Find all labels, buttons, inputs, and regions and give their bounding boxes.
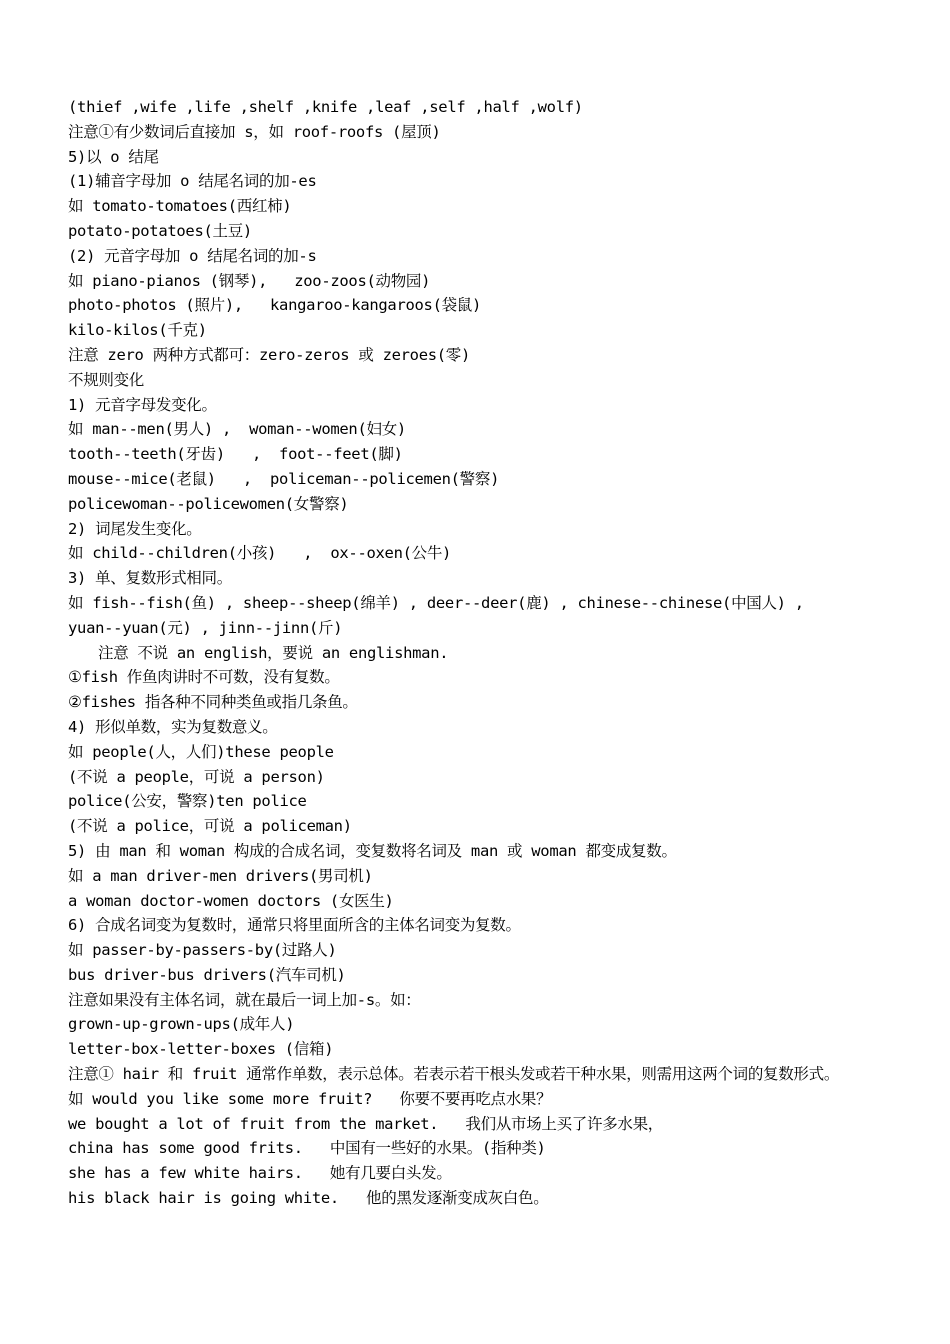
text-line: 注意①有少数词后直接加 s，如 roof-roofs (屋顶) [68, 122, 441, 141]
text-line: 如 passer-by-passers-by(过路人) [68, 941, 337, 960]
section-heading: 5)以 o 结尾 [68, 147, 159, 166]
text-line: yuan--yuan(元) , jinn--jinn(斤) [68, 618, 343, 637]
text-line: 5) 由 man 和 woman 构成的合成名词，变复数将名词及 man 或 woman 都变成复数。 [68, 841, 677, 860]
text-line: photo-photos (照片), kangaroo-kangaroos(袋鼠) [68, 296, 482, 315]
text-line: mouse--mice(老鼠) , policeman--policemen(警察) [68, 469, 500, 488]
text-line: ②fishes 指各种不同种类鱼或指几条鱼。 [68, 693, 358, 712]
text-line: (不说 a police，可说 a policeman) [68, 817, 352, 836]
text-line: his black hair is going white. 他的黑发逐渐变成灰白色。 [68, 1189, 549, 1208]
text-line: (2) 元音字母加 o 结尾名词的加-s [68, 246, 317, 265]
text-line: china has some good frits. 中国有一些好的水果。(指种类) [68, 1139, 546, 1158]
text-line: 1) 元音字母发变化。 [68, 395, 217, 414]
section-heading: 不规则变化 [68, 370, 145, 389]
text-line: (1)辅音字母加 o 结尾名词的加-es [68, 172, 317, 191]
text-line: (不说 a people，可说 a person) [68, 767, 325, 786]
text-line: 注意 不说 an english，要说 an englishman. [98, 643, 449, 662]
text-line: policewoman--policewomen(女警察) [68, 494, 349, 513]
text-line: 如 tomato-tomatoes(西红柿) [68, 197, 292, 216]
text-line: 注意① hair 和 fruit 通常作单数，表示总体。若表示若干根头发或若干种水果，则需用这两个词的复数形式。 [68, 1065, 840, 1084]
text-line: 如 man--men(男人) , woman--women(妇女) [68, 420, 406, 439]
text-line: potato-potatoes(土豆) [68, 221, 252, 240]
text-line: 注意如果没有主体名词，就在最后一词上加-s。如： [68, 990, 421, 1009]
text-line: police(公安，警察)ten police [68, 792, 307, 811]
text-line: a woman doctor-women doctors (女医生) [68, 891, 394, 910]
text-line: letter-box-letter-boxes (信箱) [68, 1040, 334, 1059]
text-line: (thief ,wife ,life ,shelf ,knife ,leaf ,self ,half ,wolf) [68, 98, 583, 116]
text-line: ①fish 作鱼肉讲时不可数，没有复数。 [68, 668, 340, 687]
text-line: grown-up-grown-ups(成年人) [68, 1015, 295, 1034]
text-line: 注意 zero 两种方式都可：zero-zeros 或 zeroes(零) [68, 345, 471, 364]
text-line: kilo-kilos(千克) [68, 321, 207, 340]
text-line: 如 piano-pianos (钢琴), zoo-zoos(动物园) [68, 271, 431, 290]
text-line: 6) 合成名词变为复数时，通常只将里面所含的主体名词变为复数。 [68, 916, 521, 935]
document-page [68, 95, 898, 1211]
text-line: 2) 词尾发生变化。 [68, 519, 202, 538]
text-line: 4) 形似单数，实为复数意义。 [68, 717, 278, 736]
text-line: tooth--teeth(牙齿) , foot--feet(脚) [68, 445, 403, 464]
text-line: she has a few white hairs. 她有几要白头发。 [68, 1164, 452, 1183]
text-line: 如 fish--fish(鱼) , sheep--sheep(绵羊) , deer--deer(鹿) , chinese--chinese(中国人) , [68, 593, 804, 612]
text-line: we bought a lot of fruit from the market. 我们从市场上买了许多水果， [68, 1114, 664, 1133]
text-line: 如 child--children(小孩) , ox--oxen(公牛) [68, 544, 452, 563]
text-line: 如 people(人，人们)these people [68, 742, 334, 761]
text-line: bus driver-bus drivers(汽车司机) [68, 965, 346, 984]
text-line: 3) 单、复数形式相同。 [68, 569, 232, 588]
text-line: 如 a man driver-men drivers(男司机) [68, 866, 373, 885]
text-line: 如 would you like some more fruit? 你要不要再吃点水果？ [68, 1089, 552, 1108]
